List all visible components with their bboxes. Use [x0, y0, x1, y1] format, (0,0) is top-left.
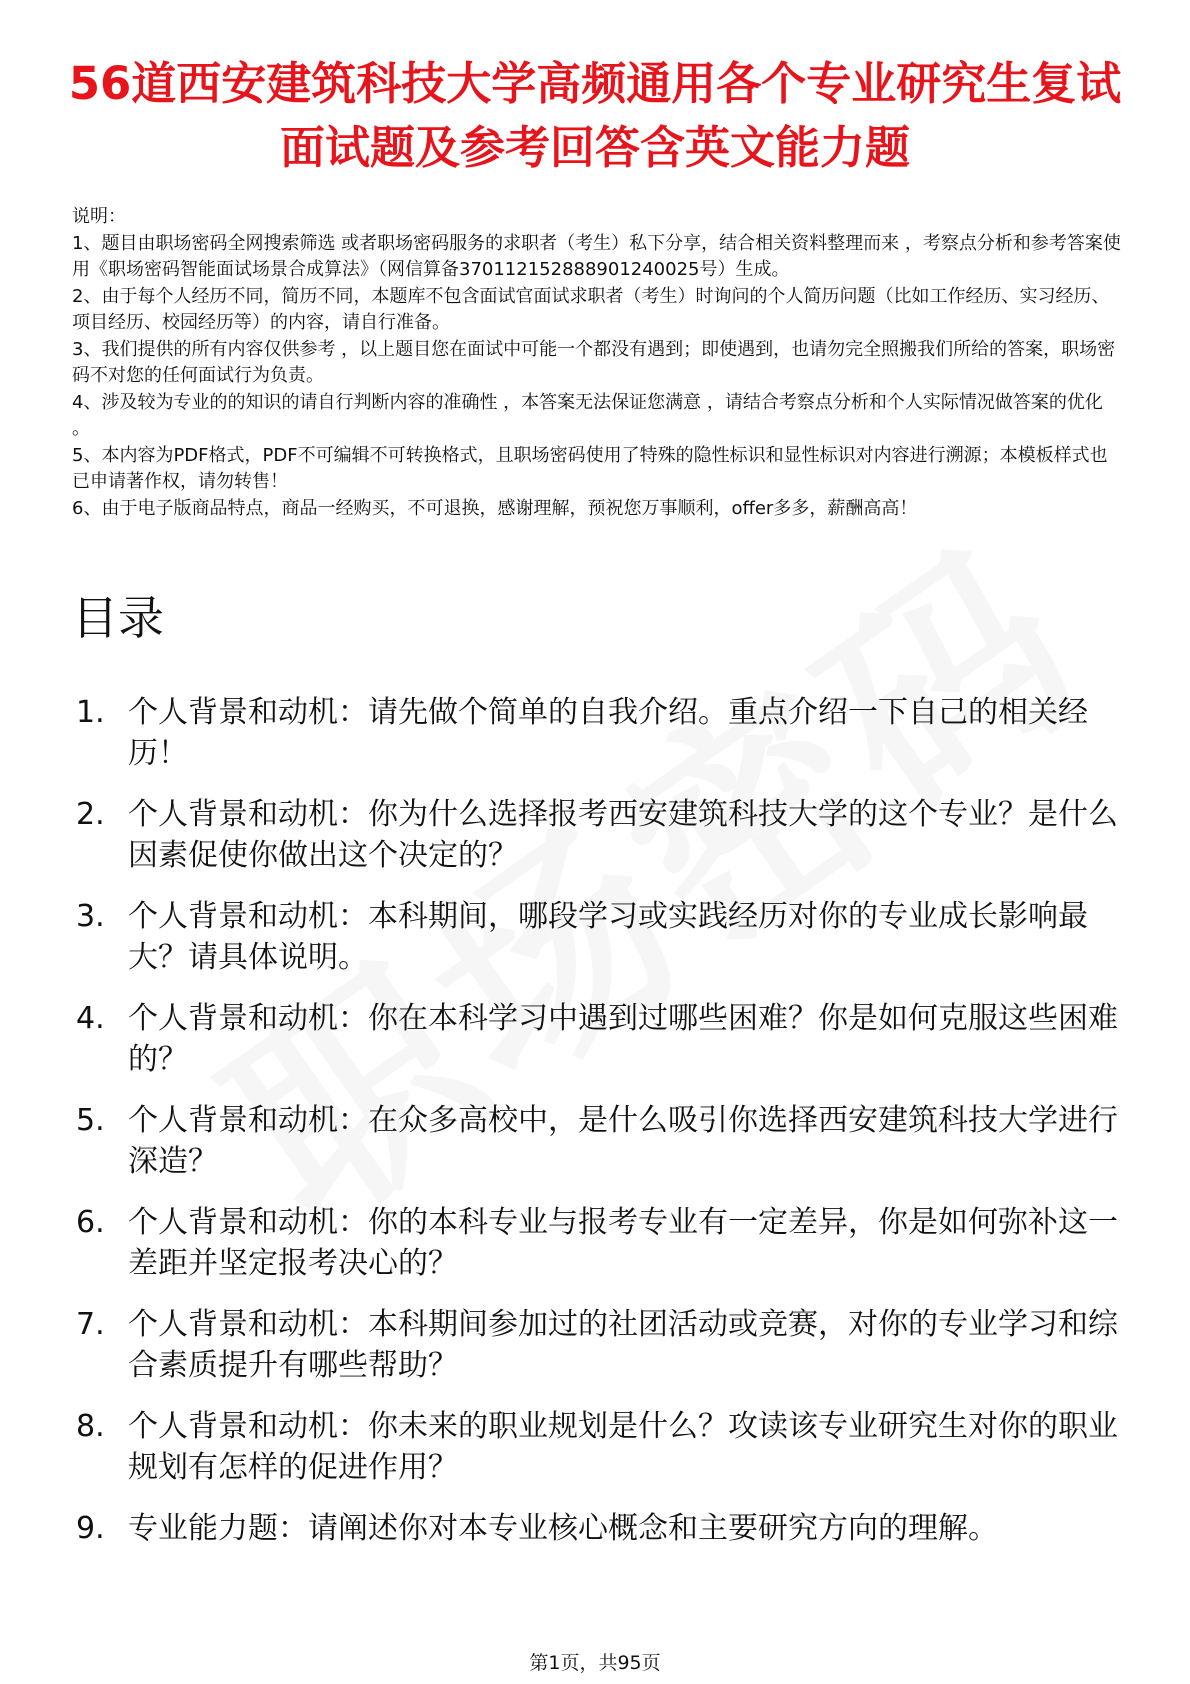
toc-item	[72, 998, 1122, 1080]
notes-item: 4、涉及较为专业的的知识的请自行判断内容的准确性 ，本答案无法保证您满意 ，请结合考察点分析和个人实际情况做答案的优化 。	[72, 391, 1103, 439]
toc-item	[72, 1100, 1122, 1182]
toc-item-text: 专业能力题：请阐述你对本专业核心概念和主要研究方向的理解。	[128, 1511, 998, 1546]
notes-heading: 说明：	[72, 206, 126, 227]
toc-item-number: 5.	[76, 1103, 105, 1138]
toc-item-text: 个人背景和动机：本科期间，哪段学习或实践经历对你的专业成长影响最大？请具体说明。	[128, 899, 1088, 975]
notes-section	[72, 204, 1122, 522]
notes-item: 6、由于电子版商品特点，商品一经购买，不可退换，感谢理解，预祝您万事顺利，offer多多，薪酬高高！	[72, 497, 918, 519]
toc-item-number: 6.	[76, 1205, 105, 1240]
toc-item-number: 8.	[76, 1409, 105, 1444]
toc-item	[72, 896, 1122, 978]
toc-item	[72, 1508, 1122, 1549]
toc-item-number: 3.	[76, 899, 105, 934]
toc-heading: 目录	[72, 591, 164, 645]
toc-item	[72, 1406, 1122, 1488]
toc-item	[72, 1202, 1122, 1284]
toc-item-text: 个人背景和动机：你的本科专业与报考专业有一定差异，你是如何弥补这一差距并坚定报考决心的？	[128, 1205, 1118, 1281]
notes-item: 1、题目由职场密码全网搜索筛选 或者职场密码服务的求职者（考生）私下分享，结合相关资料整理而来 ，考察点分析和参考答案使用《职场密码智能面试场景合成算法》（网信算备370112152888901240025号）生成。	[72, 232, 1121, 280]
toc-item	[72, 1304, 1122, 1386]
notes-item: 5、本内容为PDF格式，PDF不可编辑不可转换格式，且职场密码使用了特殊的隐性标识和显性标识对内容进行溯源；本模板样式也已申请著作权，请勿转售！	[72, 444, 1108, 492]
toc-item-text: 个人背景和动机：在众多高校中，是什么吸引你选择西安建筑科技大学进行深造？	[128, 1103, 1118, 1179]
toc-item	[72, 794, 1122, 876]
toc-item-text: 个人背景和动机：你在本科学习中遇到过哪些困难？你是如何克服这些困难的？	[128, 1001, 1118, 1077]
toc-item-number: 4.	[76, 1001, 105, 1036]
toc-item	[72, 692, 1122, 774]
notes-item: 3、我们提供的所有内容仅供参考 ，以上题目您在面试中可能一个都没有遇到；即使遇到，也请勿完全照搬我们所给的答案，职场密码不对您的任何面试行为负责。	[72, 338, 1116, 386]
toc-item-number: 9.	[76, 1511, 105, 1546]
notes-item: 2、由于每个人经历不同，简历不同，本题库不包含面试官面试求职者（考生）时询问的个人简历问题（比如工作经历、实习经历、项目经历、校园经历等）的内容，请自行准备。	[72, 285, 1110, 333]
toc-item-text: 个人背景和动机：本科期间参加过的社团活动或竞赛，对你的专业学习和综合素质提升有哪些帮助？	[128, 1307, 1118, 1383]
toc-item-text: 个人背景和动机：你为什么选择报考西安建筑科技大学的这个专业？是什么因素促使你做出这个决定的？	[128, 797, 1118, 873]
toc-item-number: 1.	[76, 695, 105, 730]
document-title: 56道西安建筑科技大学高频通用各个专业研究生复试面试题及参考回答含英文能力题	[68, 57, 1122, 174]
toc-item-text: 个人背景和动机：你未来的职业规划是什么？攻读该专业研究生对你的职业规划有怎样的促进作用？	[128, 1409, 1118, 1485]
toc-list	[72, 692, 1122, 1569]
page-footer: 第1页，共95页	[529, 1652, 661, 1674]
toc-item-number: 7.	[76, 1307, 105, 1342]
toc-item-number: 2.	[76, 797, 105, 832]
toc-item-text: 个人背景和动机：请先做个简单的自我介绍。重点介绍一下自己的相关经历！	[128, 695, 1088, 771]
